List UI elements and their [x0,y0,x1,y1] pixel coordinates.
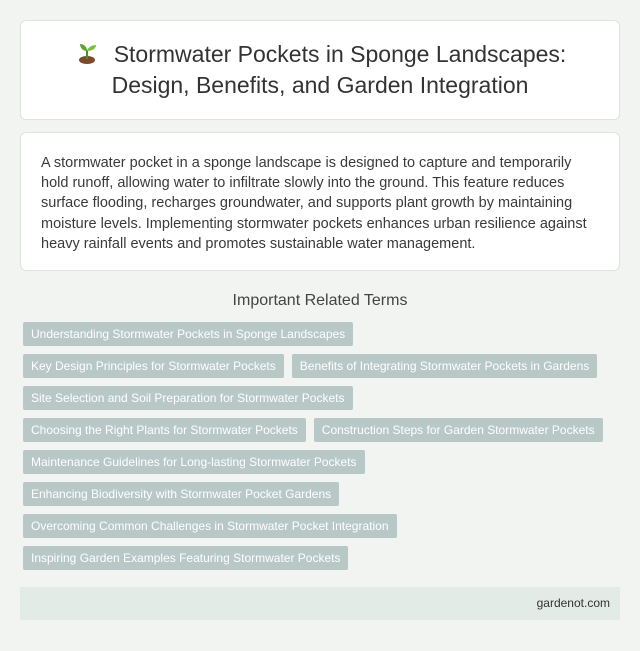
related-term-tag[interactable]: Enhancing Biodiversity with Stormwater Pocket Gardens [23,482,339,506]
tag-row [23,546,617,570]
page-title [45,39,595,101]
footer-site-link[interactable]: gardenot.com [536,596,610,610]
intro-card [20,132,620,271]
tag-row [23,450,617,474]
related-term-tag[interactable]: Benefits of Integrating Stormwater Pockets in Gardens [292,354,597,378]
related-term-tag[interactable]: Maintenance Guidelines for Long-lasting Stormwater Pockets [23,450,365,474]
related-terms-list [20,322,620,570]
related-term-tag[interactable]: Inspiring Garden Examples Featuring Stormwater Pockets [23,546,348,570]
related-term-tag[interactable]: Construction Steps for Garden Stormwater Pockets [314,418,603,442]
tag-row [23,514,617,538]
tag-row [23,482,617,506]
seedling-icon [74,39,100,65]
related-term-tag[interactable]: Choosing the Right Plants for Stormwater Pockets [23,418,306,442]
related-term-tag[interactable]: Key Design Principles for Stormwater Pockets [23,354,284,378]
footer [20,587,620,620]
related-term-tag[interactable]: Overcoming Common Challenges in Stormwater Pocket Integration [23,514,397,538]
tag-row [23,354,617,378]
related-term-tag[interactable]: Site Selection and Soil Preparation for Stormwater Pockets [23,386,353,410]
tag-row [23,322,617,346]
terms-heading: Important Related Terms [232,292,408,309]
tag-row [23,418,617,442]
title-card [20,20,620,120]
intro-paragraph: A stormwater pocket in a sponge landscape is designed to capture and temporarily hold runoff, allowing water to infiltrate slowly into the ground. This feature reduces surface flooding, recharges groundwater, and supports plant growth by maintaining moisture levels. Implementing stormwater pockets enhances urban resilience against heavy rainfall events and promotes sustainable water management. [41,155,587,252]
tag-row [23,386,617,410]
title-text: Stormwater Pockets in Sponge Landscapes: Design, Benefits, and Garden Integration [111,41,567,98]
related-term-tag[interactable]: Understanding Stormwater Pockets in Sponge Landscapes [23,322,353,346]
